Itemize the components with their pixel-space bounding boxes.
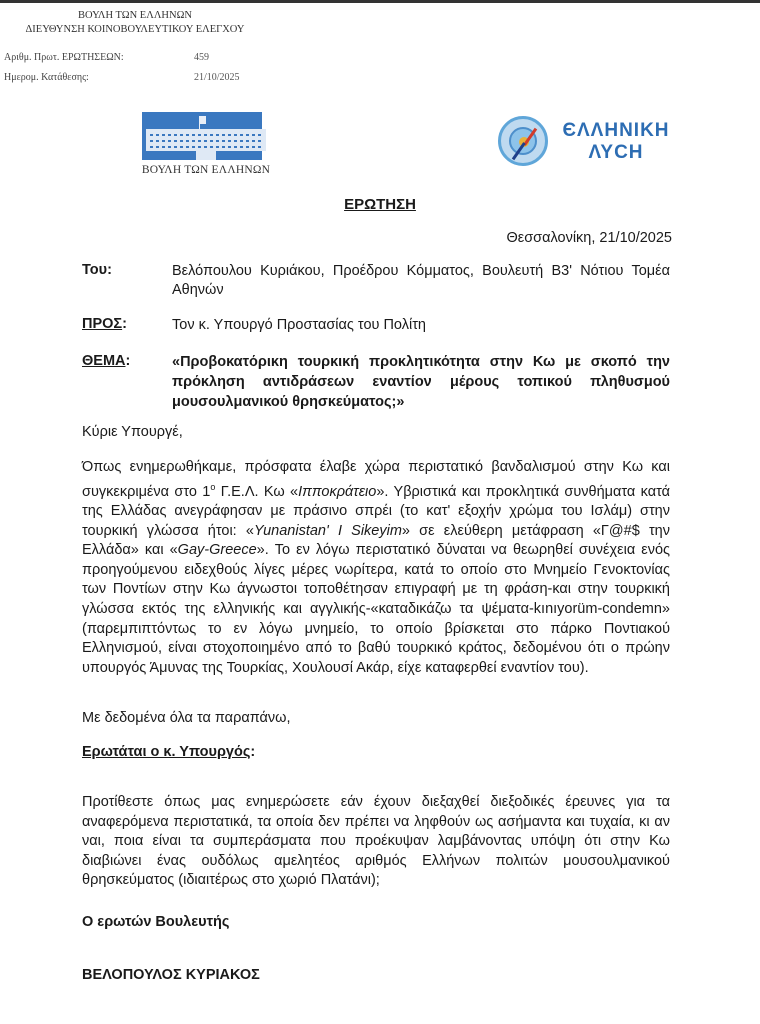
- subject-label-text: ΘΕΜΑ: [82, 353, 126, 369]
- protocol-value: 459: [194, 52, 209, 63]
- question-heading-colon: :: [250, 744, 256, 760]
- subject-value: «Προβοκατόρικη τουρκική προκλητικότητα στην Κω με σκοπό την πρόκληση αντιδράσεων εναντίον μέρους τοπικού πληθυσμού μουσουλμανικού θρησκεύματος;»: [172, 354, 670, 410]
- p1-text-e: ». Το εν λόγω περιστατικό δύναται να θεωρηθεί συνέχεια ενός προηγούμενου ειδεχθούς λίγες μέρες νωρίτερα, κατά το οποίο στο Μνημείο Γενοκτονίας των Ποντίων στην Κω άγνωστοι τοποθέτησαν επιγραφή με τη φράση-και στην τουρκική γλώσσα εκτός της ελληνικής και αγγλικής-«καταδικάζω τα ψέματα-kınıyorüm-condemn» (παρεμπιπτόντως το εν λόγω μνημείο, το οποίο βρίσκεται στο πάρκο Ποντιακού Ελληνισμού, είναι στοχοποιημένο από το βαθύ τουρκικό κράτος, δεδομένου ότι ο πρώην υπουργός Άμυνας της Τουρκίας, Χουλουσί Ακάρ, είχε καταφερθεί εναντίον του).: [82, 542, 671, 676]
- p1-text-a: Όπως ενημερωθήκαμε, πρόσφατα έλαβε χώρα περιστατικό βανδαλισμού στην Κω και συγκεκριμένα στο 1: [82, 459, 670, 500]
- signature-role: Ο ερωτών Βουλευτής: [82, 914, 230, 930]
- p1-text-d: » σε ελεύθερη μετάφραση «Γ@#$ την Ελλάδα» και «: [82, 522, 670, 559]
- signature-name: ΒΕΛΟΠΟΥΛΟΣ ΚΥΡΙΑΚΟΣ: [82, 967, 260, 983]
- submission-date-label: Ημερομ. Κατάθεσης:: [4, 72, 89, 83]
- parliament-building-icon: [142, 112, 262, 160]
- submission-date-value: 21/10/2025: [194, 72, 240, 83]
- p1-school-name: Ιπποκράτειο: [298, 483, 377, 500]
- org-name: ΒΟΥΛΗ ΤΩΝ ΕΛΛΗΝΩΝ: [78, 10, 192, 21]
- party-name-line1: ЄΛΛΗΝΙΚΗ: [562, 120, 670, 141]
- to-label-text: ΠΡΟΣ: [82, 316, 123, 332]
- to-value: Τον κ. Υπουργό Προστασίας του Πολίτη: [172, 317, 426, 333]
- p1-text-b: Γ.Ε.Λ. Κω «: [215, 483, 299, 500]
- body-paragraph-2: Με δεδομένα όλα τα παραπάνω,: [82, 710, 291, 726]
- party-logo: [496, 112, 681, 174]
- p1-superscript: ο: [210, 481, 216, 492]
- p1-slogan-2: Gay-Greece: [177, 542, 257, 559]
- question-heading: [82, 744, 255, 760]
- top-edge-bar: [0, 0, 760, 3]
- question-paragraph: Προτίθεστε όπως μας ενημερώσετε εάν έχουν διεξαχθεί διεξοδικές έρευνες για τα αναφερόμενα περιστατικά, τα οποία δεν πρέπει να ληφθούν ως ασήμαντα και τυχαία, κι αν ναι, ποια είναι τα συμπεράσματα που προέκυψαν λαμβάνοντας υπόψη ότι στην Κω διαβιώνει ένας ουδόλως αμελητέος αριθμός Ελλήνων πολιτών μουσουλμανικού θρησκεύματος (ιδιαιτέρως στο χωριό Πλατάνι);: [82, 794, 670, 889]
- parliament-logo-caption: ΒΟΥΛΗ ΤΩΝ ΕΛΛΗΝΩΝ: [141, 164, 271, 176]
- p1-text-c: ». Υβριστικά και προκλητικά συνθήματα κατά της Ελλάδας ανεγράφησαν με πράσινο σπρέι (το κατ' εξοχήν χρώμα του Ισλάμ) στην τουρκική γλώσσα ήτοι: «: [82, 483, 671, 539]
- place-date: Θεσσαλονίκη, 21/10/2025: [506, 230, 672, 246]
- body-paragraph-1: [82, 458, 670, 678]
- org-department: ΔΙΕΥΘΥΝΣΗ ΚΟΙΝΟΒΟΥΛΕΥΤΙΚΟΥ ΕΛΕΓΧΟΥ: [25, 24, 245, 35]
- from-value: Βελόπουλου Κυριάκου, Προέδρου Κόμματος, Βουλευτή Β3' Νότιου Τομέα Αθηνών: [172, 263, 670, 298]
- p1-slogan-1: Yunanistan' I Sikeyim: [253, 522, 402, 539]
- to-label: [82, 316, 127, 332]
- party-name: [556, 120, 676, 164]
- compass-icon: [498, 116, 548, 166]
- from-label: Του:: [82, 262, 112, 278]
- parliament-logo: [138, 112, 271, 178]
- party-name-line2: ΛΥCΗ: [588, 142, 644, 163]
- to-label-colon: :: [122, 316, 127, 332]
- question-heading-text: Ερωτάται ο κ. Υπουργός: [82, 744, 251, 760]
- subject-label: [82, 353, 130, 369]
- document-title: ΕΡΩΤΗΣΗ: [344, 196, 416, 213]
- subject-label-colon: :: [125, 353, 131, 369]
- salutation: Κύριε Υπουργέ,: [82, 424, 183, 440]
- protocol-label: Αριθμ. Πρωτ. ΕΡΩΤΗΣΕΩΝ:: [4, 52, 124, 63]
